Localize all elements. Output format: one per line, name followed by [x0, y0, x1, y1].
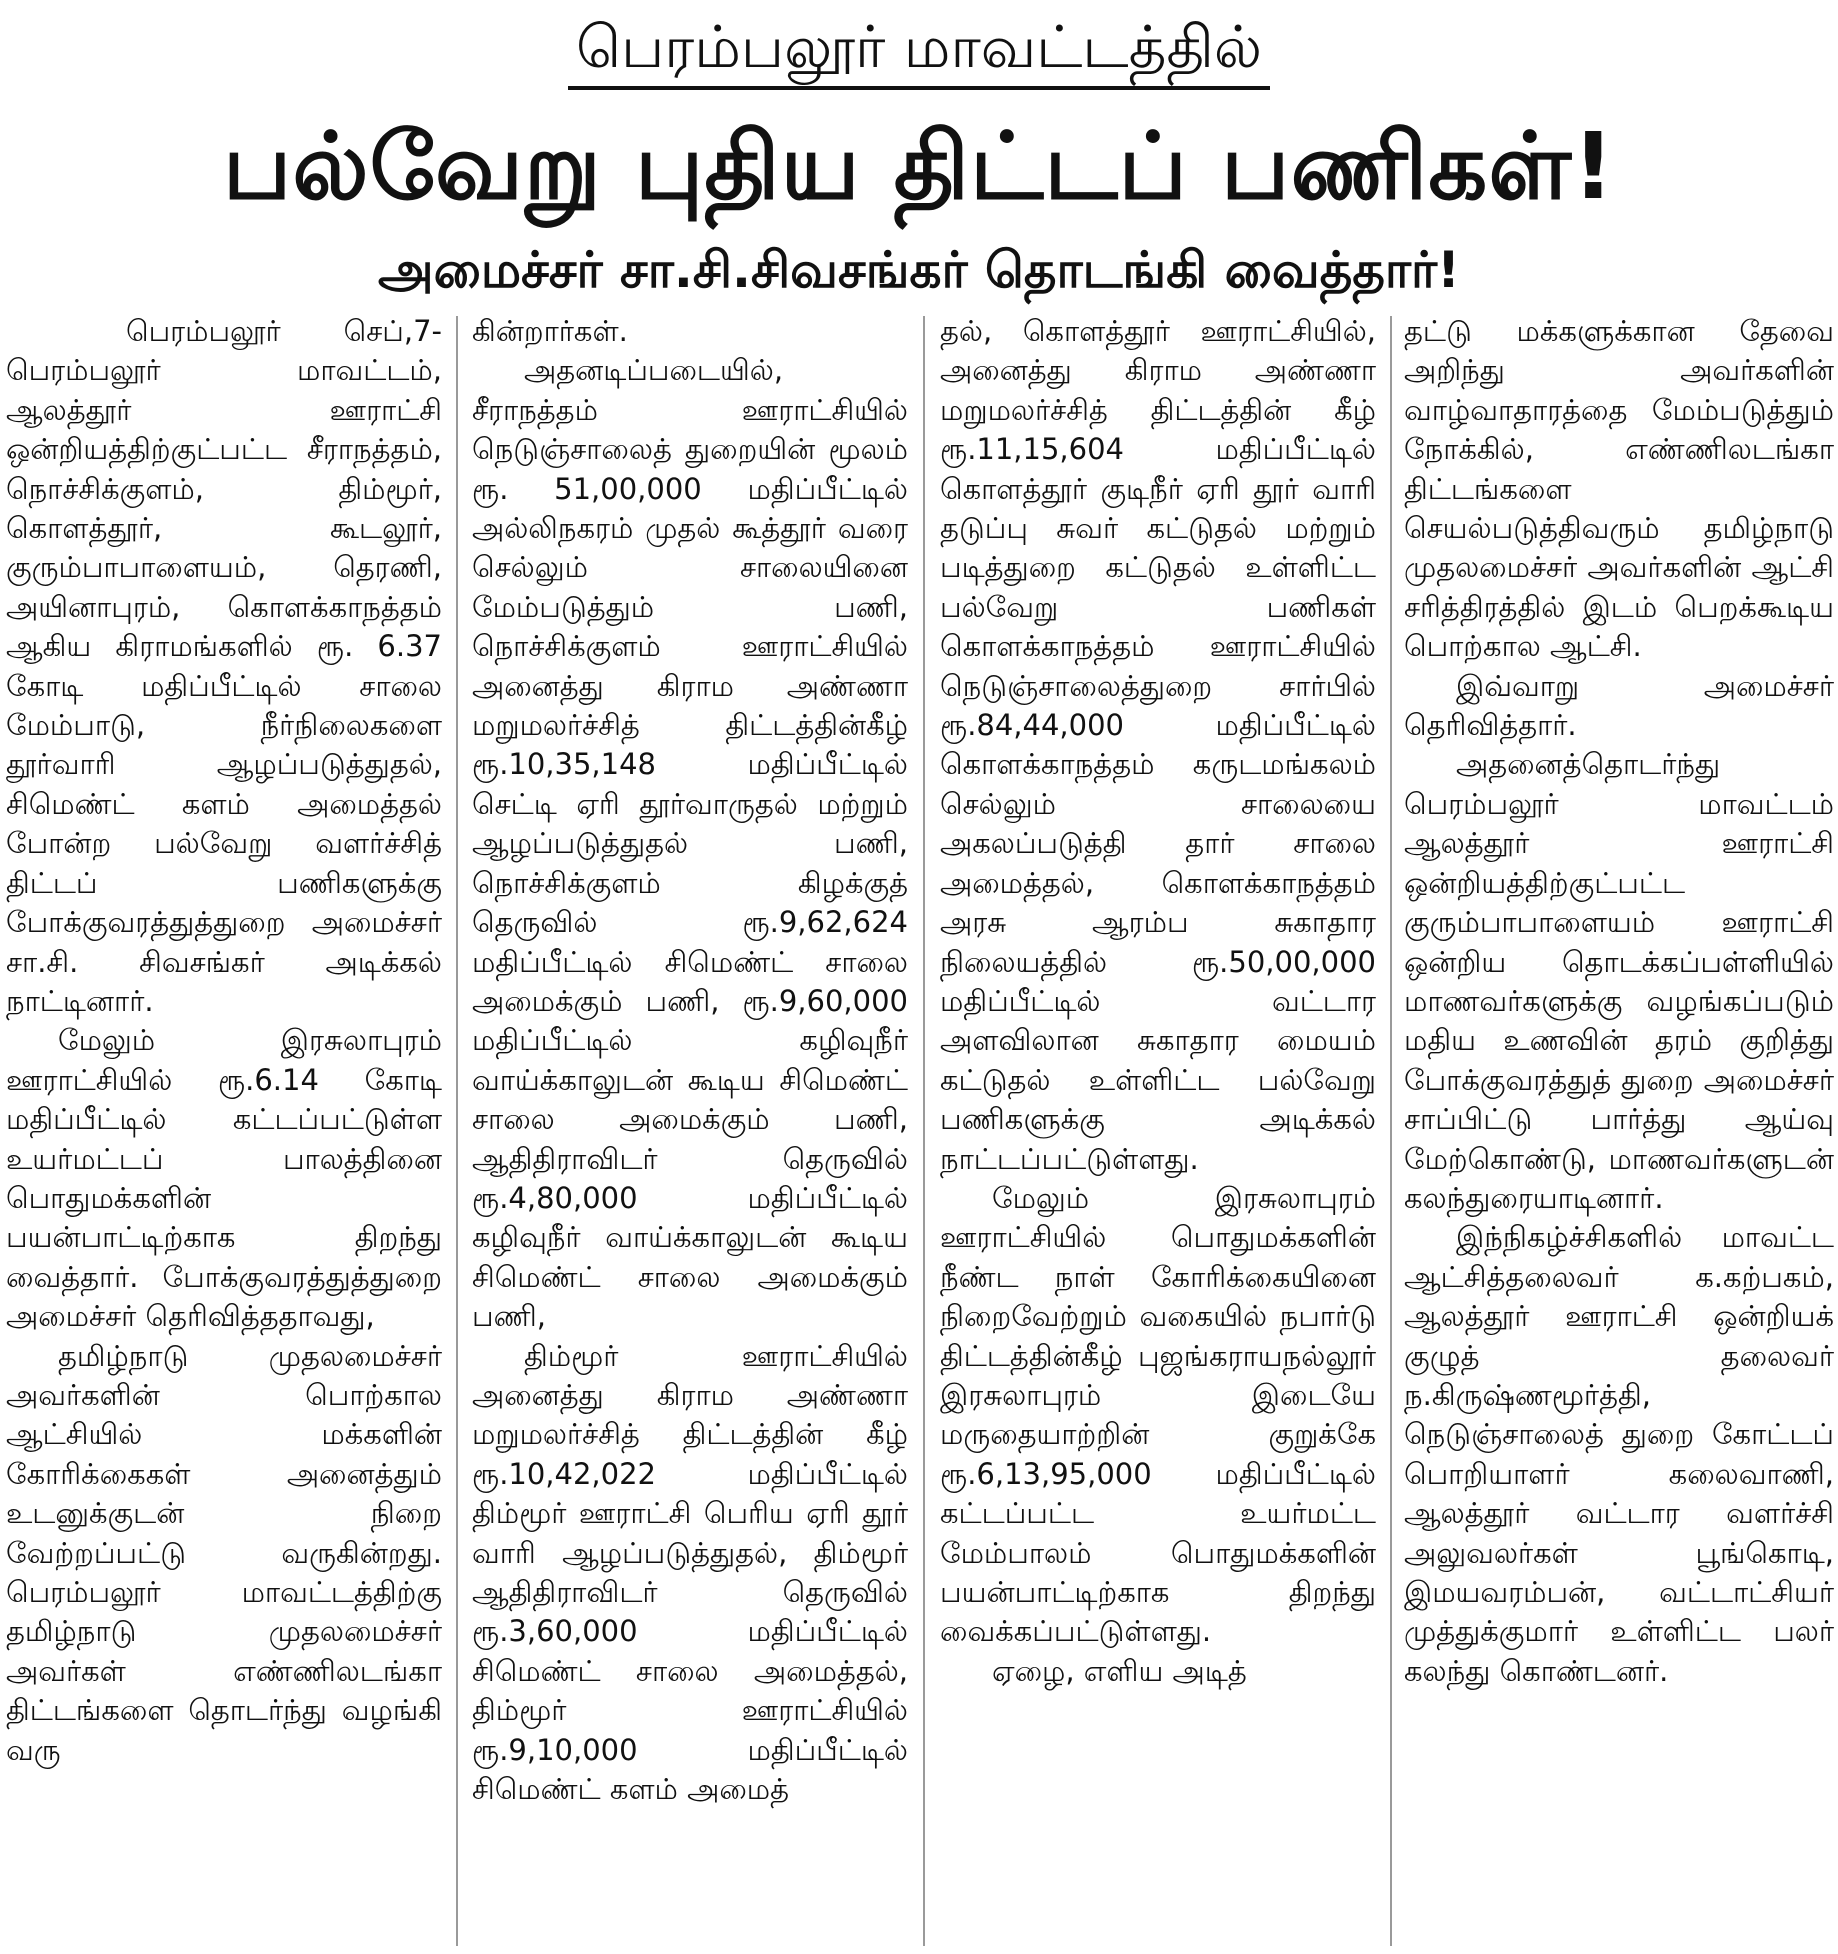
paragraph: இவ்வாறு அமைச்சர் தெரிவித்தார். — [1404, 668, 1834, 743]
column-3 — [940, 312, 1376, 1950]
column-rule — [923, 316, 925, 1946]
column-rule — [456, 316, 458, 1946]
paragraph: தட்டு மக்களுக்கான தேவை அறிந்து அவர்களின் வாழ்வாதாரத்தை மேம்படுத்தும் நோக்கில், எண்ணிலடங்கா திட்டங்களை செயல்படுத்திவரும் தமிழ்நாடு முதலமைச்சர் அவர்களின் ஆட்சி சரித்திரத்தில் இடம் பெறக்கூடிய பொற்கால ஆட்சி. — [1404, 314, 1834, 664]
paragraph: கின்றார்கள். — [472, 314, 628, 348]
column-4 — [1404, 312, 1834, 1950]
kicker: பெரம்பலூர் மாவட்டத்தில் — [568, 10, 1270, 90]
paragraph: இந்நிகழ்ச்சிகளில் மாவட்ட ஆட்சித்தலைவர் க.கற்பகம், ஆலத்தூர் ஊராட்சி ஒன்றியக் குழுத் தலைவர் ந.கிருஷ்ணமூர்த்தி, நெடுஞ்சாலைத் துறை கோட்டப் பொறியாளர் கலைவாணி, ஆலத்தூர் வட்டார வளர்ச்சி அலுவலர்கள் பூங்கொடி, இமயவரம்பன், வட்டாட்சியர் முத்துக்குமார் உள்ளிட்ட பலர் கலந்து கொண்டனர். — [1404, 1220, 1834, 1688]
paragraph: அதனடிப்படையில், சீராநத்தம் ஊராட்சியில் நெடுஞ்சாலைத் துறையின் மூலம் ரூ. 51,00,000 மதிப்பீட்டில் அல்லிநகரம் முதல் கூத்தூர் வரை செல்லும் சாலையினை மேம்படுத்தும் பணி, நொச்சிக்குளம் ஊராட்சியில் அனைத்து கிராம அண்ணா மறுமலர்ச்சித் திட்டத்தின்கீழ் ரூ.10,35,148 மதிப்பீட்டில் செட்டி ஏரி தூர்வாருதல் மற்றும் ஆழப்படுத்துதல் பணி, நொச்சிக்குளம் கிழக்குத் தெருவில் ரூ.9,62,624 மதிப்பீட்டில் சிமெண்ட் சாலை அமைக்கும் பணி, ரூ.9,60,000 மதிப்பீட்டில் கழிவுநீர் வாய்க்காலுடன் கூடிய சிமெண்ட் சாலை அமைக்கும் பணி, ஆதிதிராவிடர் தெருவில் ரூ.4,80,000 மதிப்பீட்டில் கழிவுநீர் வாய்க்காலுடன் கூடிய சிமெண்ட் சாலை அமைக்கும் பணி, — [472, 353, 908, 1334]
headline: பல்வேறு புதிய திட்டப் பணிகள்! — [222, 113, 1616, 220]
column-1 — [6, 312, 442, 1950]
article-columns — [6, 312, 1834, 1950]
subheadline: அமைச்சர் சா.சி.சிவசங்கர் தொடங்கி வைத்தார்! — [378, 241, 1460, 299]
column-2 — [472, 312, 908, 1950]
paragraph: திம்மூர் ஊராட்சியில் அனைத்து கிராம அண்ணா மறுமலர்ச்சித் திட்டத்தின் கீழ் ரூ.10,42,022 மதிப்பீட்டில் திம்மூர் ஊராட்சி பெரிய ஏரி தூர் வாரி ஆழப்படுத்துதல், திம்மூர் ஆதிதிராவிடர் தெருவில் ரூ.3,60,000 மதிப்பீட்டில் சிமெண்ட் சாலை அமைத்தல், திம்மூர் ஊராட்சியில் ரூ.9,10,000 மதிப்பீட்டில் சிமெண்ட் களம் அமைத் — [472, 1338, 908, 1807]
paragraph: பெரம்பலூர் செப்,7- பெரம்பலூர் மாவட்டம், ஆலத்தூர் ஊராட்சி ஒன்றியத்திற்குட்பட்ட சீராநத்தம், நொச்சிக்குளம், திம்மூர், கொளத்தூர், கூடலூர், குரும்பாபாளையம், தெரணி, அயினாபுரம், கொளக்காநத்தம் ஆகிய கிராமங்களில் ரூ. 6.37 கோடி மதிப்பீட்டில் சாலை மேம்பாடு, நீர்நிலைகளை தூர்வாரி ஆழப்படுத்துதல், சிமெண்ட் களம் அமைத்தல் போன்ற பல்வேறு வளர்ச்சித் திட்டப் பணிகளுக்கு போக்குவரத்துத்துறை அமைச்சர் சா.சி. சிவசங்கர் அடிக்கல் நாட்டினார். — [6, 314, 442, 1018]
paragraph: ஏழை, எளிய அடித் — [992, 1653, 1247, 1688]
paragraph: மேலும் இரசுலாபுரம் ஊராட்சியில் ரூ.6.14 கோடி மதிப்பீட்டில் கட்டப்பட்டுள்ள உயர்மட்டப் பாலத்தினை பொதுமக்களின் பயன்பாட்டிற்காக திறந்து வைத்தார். போக்குவரத்துத்துறை அமைச்சர் தெரிவித்ததாவது, — [6, 1023, 442, 1334]
paragraph: தல், கொளத்தூர் ஊராட்சியில், அனைத்து கிராம அண்ணா மறுமலர்ச்சித் திட்டத்தின் கீழ் ரூ.11,15,604 மதிப்பீட்டில் கொளத்தூர் குடிநீர் ஏரி தூர் வாரி தடுப்பு சுவர் கட்டுதல் மற்றும் படித்துறை கட்டுதல் உள்ளிட்ட பல்வேறு பணிகள் கொளக்காநத்தம் ஊராட்சியில் நெடுஞ்சாலைத்துறை சார்பில் ரூ.84,44,000 மதிப்பீட்டில் கொளக்காநத்தம் கருடமங்கலம் செல்லும் சாலையை அகலப்படுத்தி தார் சாலை அமைத்தல், கொளக்காநத்தம் அரசு ஆரம்ப சுகாதார நிலையத்தில் ரூ.50,00,000 மதிப்பீட்டில் வட்டார அளவிலான சுகாதார மையம் கட்டுதல் உள்ளிட்ட பல்வேறு பணிகளுக்கு அடிக்கல் நாட்டப்பட்டுள்ளது. — [940, 314, 1376, 1176]
paragraph: அதனைத்தொடர்ந்து பெரம்பலூர் மாவட்டம் ஆலத்தூர் ஊராட்சி ஒன்றியத்திற்குட்பட்ட குரும்பாபாளையம் ஊராட்சி ஒன்றிய தொடக்கப்பள்ளியில் மாணவர்களுக்கு வழங்கப்படும் மதிய உணவின் தரம் குறித்து போக்குவரத்துத் துறை அமைச்சர் சாப்பிட்டு பார்த்து ஆய்வு மேற்கொண்டு, மாணவர்களுடன் கலந்துரையாடினார். — [1404, 747, 1834, 1215]
kicker-wrap — [0, 10, 1838, 90]
paragraph: தமிழ்நாடு முதலமைச்சர் அவர்களின் பொற்கால ஆட்சியில் மக்களின் கோரிக்கைகள் அனைத்தும் உடனுக்குடன் நிறை வேற்றப்பட்டு வருகின்றது. பெரம்பலூர் மாவட்டத்திற்கு தமிழ்நாடு முதலமைச்சர் அவர்கள் எண்ணிலடங்கா திட்டங்களை தொடர்ந்து வழங்கி வரு — [6, 1338, 442, 1767]
column-rule — [1390, 316, 1392, 1946]
paragraph: மேலும் இரசுலாபுரம் ஊராட்சியில் பொதுமக்களின் நீண்ட நாள் கோரிக்கையினை நிறைவேற்றும் வகையில் நபார்டு திட்டத்தின்கீழ் புஜங்கராயநல்லூர் இரசுலாபுரம் இடையே மருதையாற்றின் குறுக்கே ரூ.6,13,95,000 மதிப்பீட்டில் கட்டப்பட்ட உயர்மட்ட மேம்பாலம் பொதுமக்களின் பயன்பாட்டிற்காக திறந்து வைக்கப்பட்டுள்ளது. — [940, 1180, 1376, 1649]
